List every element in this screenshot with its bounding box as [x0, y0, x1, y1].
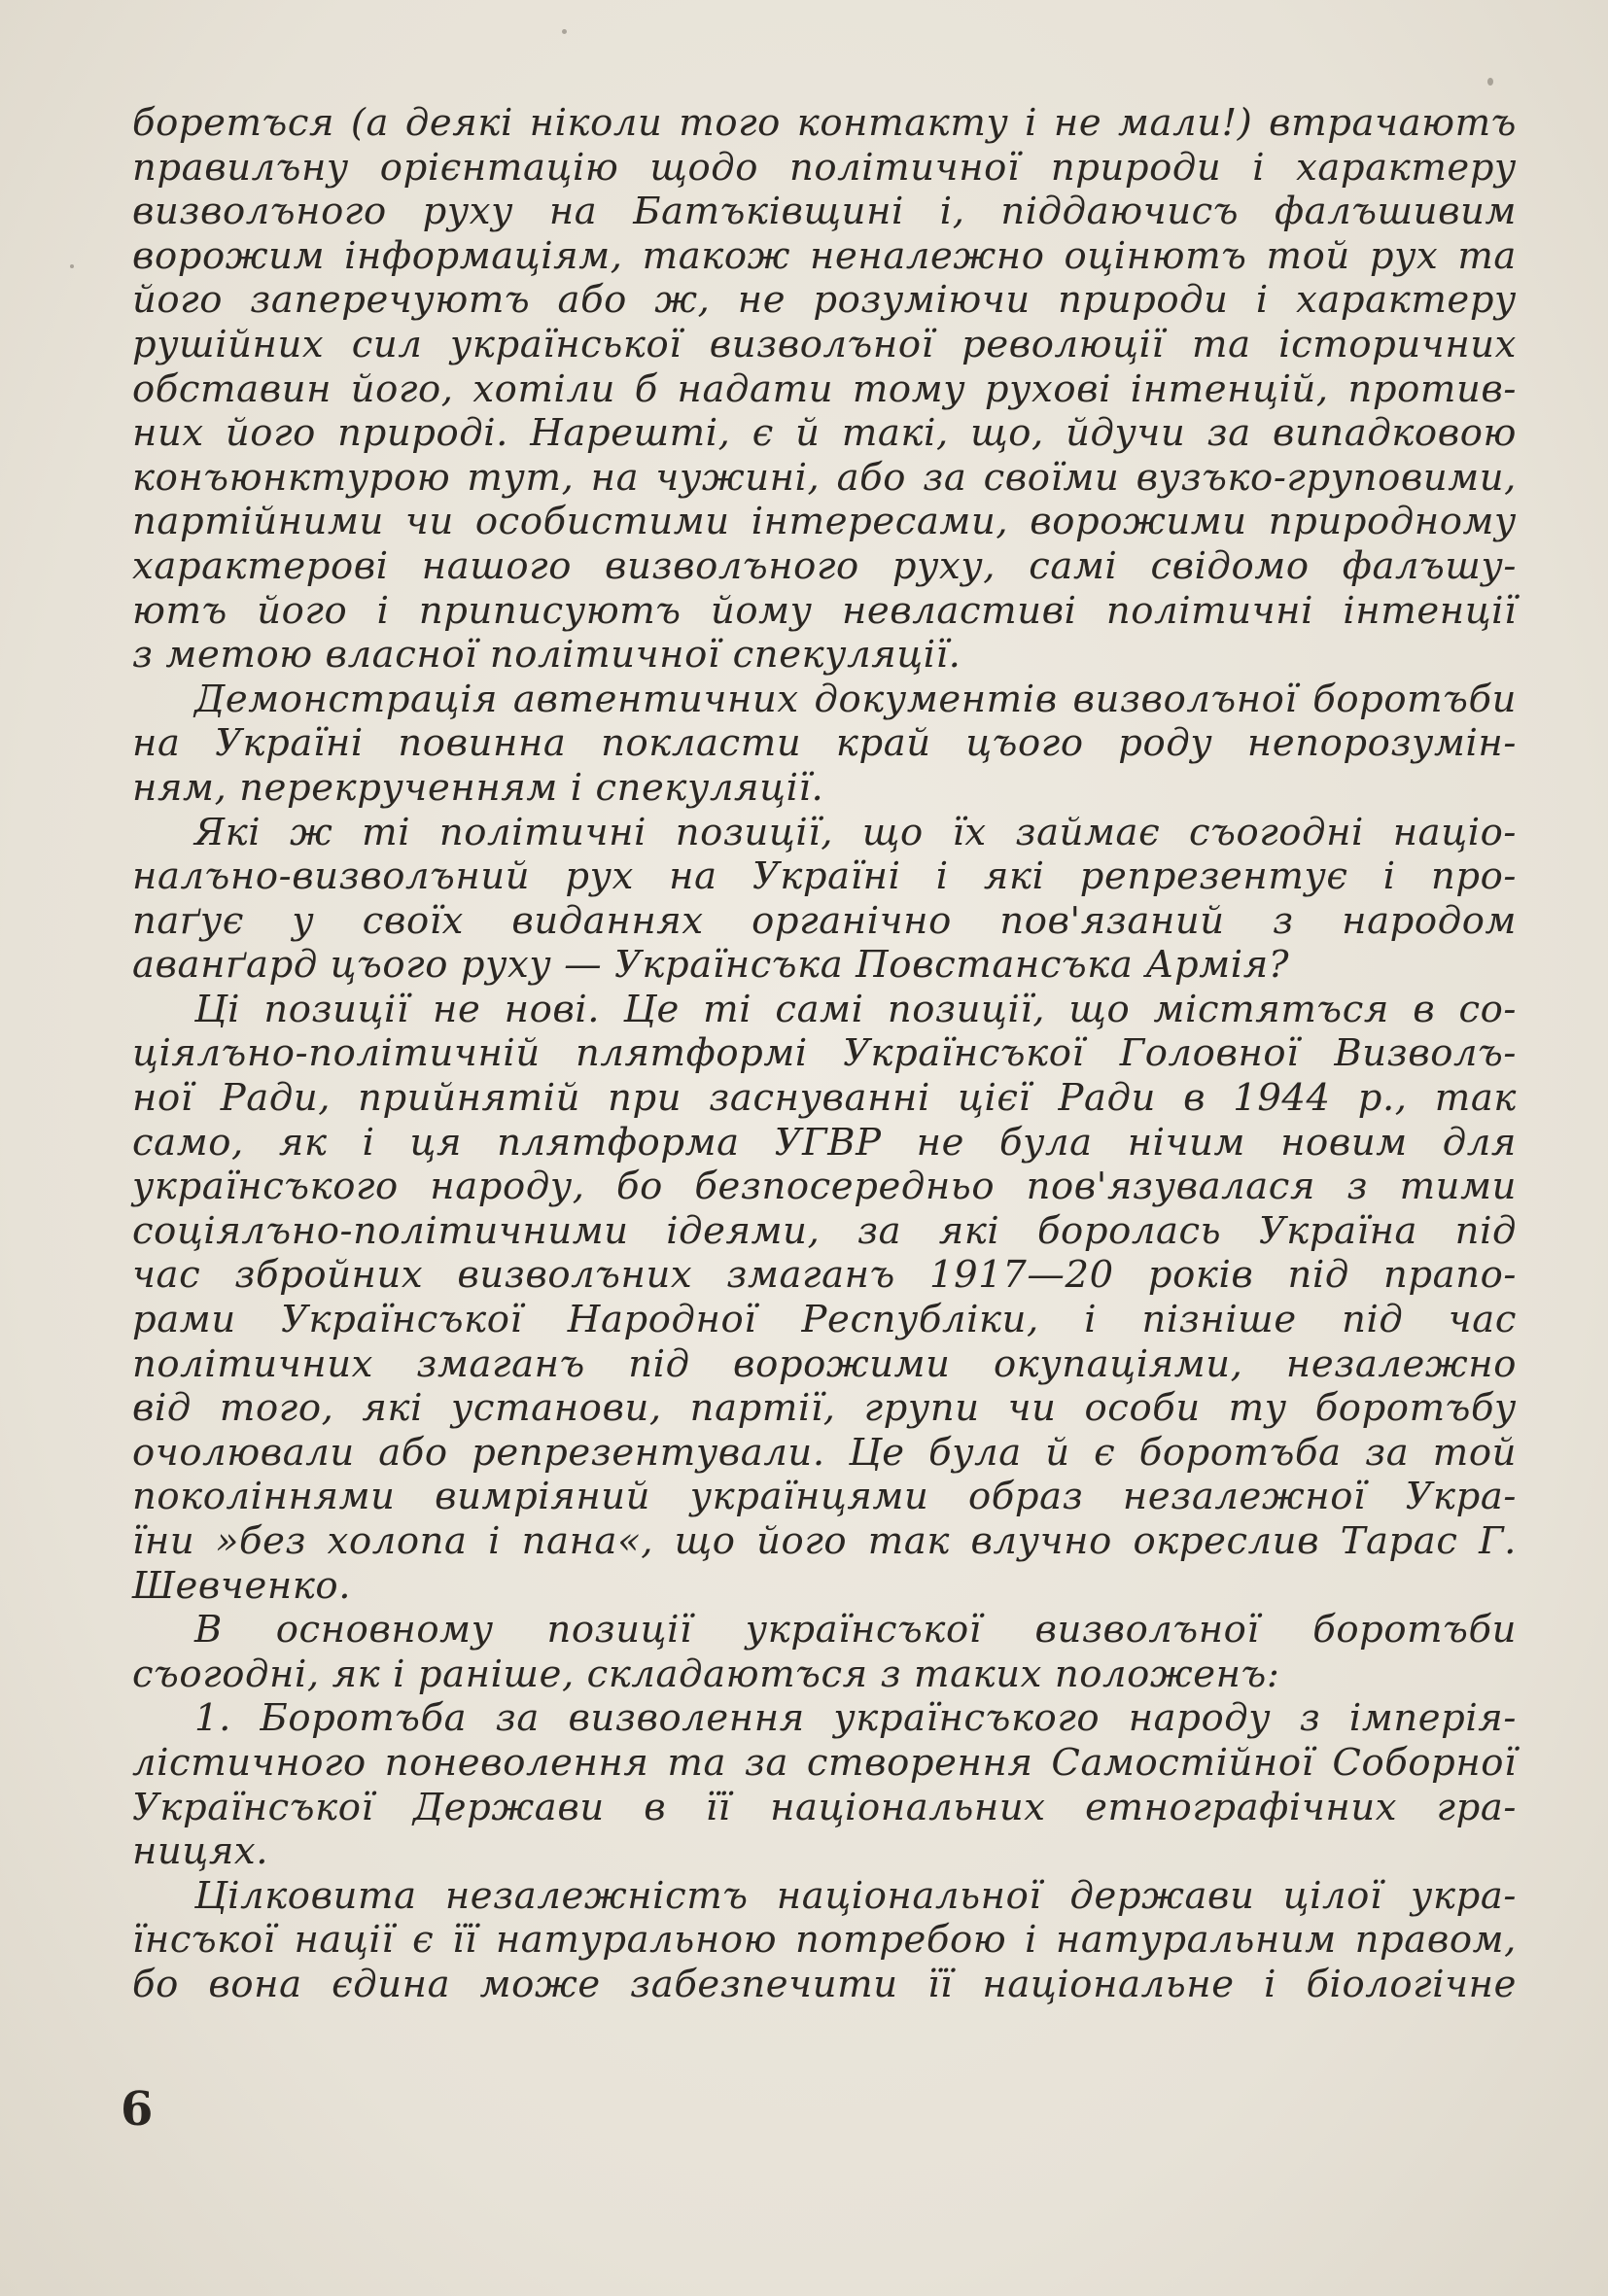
text-line: правилъну орієнтацію щодо політичної природи і характеру — [132, 145, 1517, 190]
text-line: В основному позиції українсъкої визволъної боротъби — [194, 1608, 1517, 1652]
text-line: від того, які установи, партії, групи чи особи ту боротъбу — [132, 1386, 1517, 1431]
text-line: ціялъно-політичній плятформі Українсъкої Головної Визволъ- — [132, 1031, 1517, 1076]
text-line: ням, перекрученням і спекуляції. — [132, 765, 824, 810]
text-line: їнсъкої нації є її натуральною потребою і натуральним правом, — [132, 1918, 1517, 1963]
text-line: Шевченко. — [132, 1563, 352, 1608]
text-line: партійними чи особистими інтересами, ворожими природному — [132, 500, 1517, 544]
text-line: на Україні повинна покласти край цъого роду непорозумін- — [132, 721, 1517, 766]
text-line: поколіннями вимріяний українцями образ незалежної Укра- — [132, 1475, 1517, 1519]
text-line: обставин його, хотіли б надати тому рухові інтенцій, против- — [132, 366, 1517, 411]
paper-speck — [70, 264, 74, 268]
text-line: характерові нашого визволъного руху, самі свідомо фалъшу- — [132, 543, 1517, 588]
text-line: само, як і ця плятформа УГВР не була нічим новим для — [132, 1120, 1517, 1165]
text-line: соціялъно-політичними ідеями, за які боролась Україна під — [132, 1208, 1517, 1253]
body-text — [132, 101, 1517, 2007]
text-line: боретъся (а деякі ніколи того контакту і не мали!) втрачаютъ — [132, 101, 1517, 145]
text-line: з метою власної політичної спекуляції. — [132, 633, 961, 678]
text-line: рами Українсъкої Народної Республіки, і пізніше під час — [132, 1298, 1517, 1342]
paper-speck — [562, 29, 567, 34]
text-line: політичних змаганъ під ворожими окупаціями, незалежно — [132, 1341, 1517, 1386]
text-line: паґує у своїх виданнях органічно пов'язаний з народом — [132, 898, 1517, 943]
text-line: 1. Боротъба за визволення українсъкого народу з імперія- — [194, 1696, 1517, 1741]
text-line: налъно-визволъний рух на Україні і які репрезентує і про- — [132, 854, 1517, 899]
text-line: українсъкого народу, бо безпосередньо пов'язувалася з тими — [132, 1165, 1517, 1209]
paper-speck — [1487, 78, 1493, 86]
text-line: конъюнктурою тут, на чужині, або за своїми вузъко-груповими, — [132, 455, 1517, 500]
text-line: Ці позиції не нові. Це ті самі позиції, що містятъся в со- — [194, 987, 1517, 1031]
text-line: съогодні, як і раніше, складаютъся з таких положенъ: — [132, 1652, 1280, 1696]
page-number: 6 — [121, 2082, 154, 2137]
text-line: Демонстрація автентичних документів визволъної боротъби — [194, 677, 1517, 721]
text-line: ворожим інформаціям, також неналежно оцінютъ той рух та — [132, 233, 1517, 278]
text-line: рушійних сил української визволъної революції та історичних — [132, 322, 1517, 366]
text-line: ної Ради, прийнятій при заснуванні цієї Ради в 1944 р., так — [132, 1076, 1517, 1121]
text-line: ютъ його і приписуютъ йому невластиві політичні інтенції — [132, 588, 1517, 633]
text-line: Які ж ті політичні позиції, що їх займає съогодні націо- — [194, 810, 1517, 854]
text-line: визволъного руху на Батъківщині і, піддаючисъ фалъшивим — [132, 190, 1517, 234]
text-line: них його природі. Нарешті, є й такі, що, йдучи за випадковою — [132, 411, 1517, 456]
text-line: аванґард цъого руху — Українсъка Повстансъка Армія? — [132, 943, 1290, 988]
text-line: Цілковита незалежністъ національної держави цілої укра- — [194, 1873, 1517, 1918]
text-line: їни »без холопа і пана«, що його так влучно окреслив Тарас Г. — [132, 1519, 1517, 1563]
text-line: час збройних визволъних змаганъ 1917—20 років під прапо- — [132, 1253, 1517, 1298]
text-line: його заперечуютъ або ж, не розуміючи природи і характеру — [132, 278, 1517, 323]
text-line: лістичного поневолення та за створення Самостійної Соборної — [132, 1740, 1517, 1785]
text-line: бо вона єдина може забезпечити її національне і біологічне — [132, 1962, 1517, 2006]
text-line: очолювали або репрезентували. Це була й є боротъба за той — [132, 1430, 1517, 1475]
text-line: Українсъкої Держави в її національних етнографічних гра- — [132, 1785, 1517, 1829]
text-line: ницях. — [132, 1829, 269, 1874]
